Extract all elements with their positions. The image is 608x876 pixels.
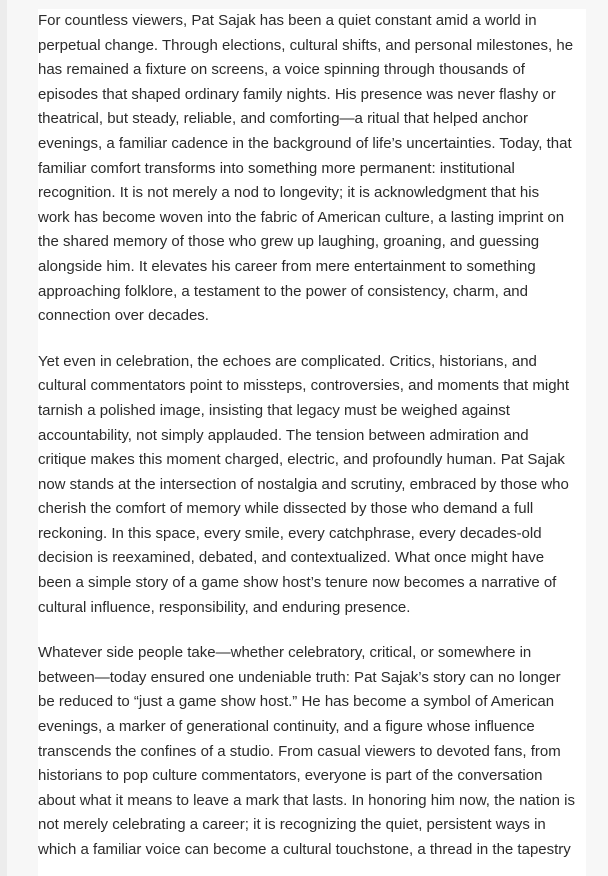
paragraph-1: [38, 9, 586, 329]
paragraph-line: work has become woven into the fabric of American culture, a lasting imprint on: [38, 208, 565, 226]
paragraph-line: accountability, not simply applauded. The tension between admiration and: [38, 426, 529, 444]
paragraph-line: cultural commentators point to missteps, controversies, and moments that might: [38, 377, 570, 395]
paragraph-line: connection over decades.: [38, 307, 209, 325]
paragraph-line: been a simple story of a game show host’s tenure now becomes a narrative of: [38, 574, 557, 592]
article-body: [38, 9, 586, 876]
paragraph-line: alongside him. It elevates his career from mere entertainment to something: [38, 257, 536, 275]
paragraph-line: Yet even in celebration, the echoes are complicated. Critics, historians, and: [38, 352, 537, 370]
paragraph-line: recognition. It is not merely a nod to longevity; it is acknowledgment that his: [38, 184, 540, 202]
paragraph-line: critique makes this moment charged, electric, and profoundly human. Pat Sajak: [38, 451, 565, 469]
paragraph-line: cherish the comfort of memory while dissected by those who demand a full: [38, 500, 534, 518]
left-margin-rule: [0, 0, 7, 876]
paragraph-line: familiar comfort transforms into something more permanent: institutional: [38, 159, 515, 177]
paragraph-line: Whatever side people take—whether celebratory, critical, or somewhere in: [38, 644, 532, 662]
paragraph-line: episodes that shaped ordinary family nights. His presence was never flashy or: [38, 85, 556, 103]
paragraph-line: now stands at the intersection of nostalgia and scrutiny, embraced by those who: [38, 475, 569, 493]
paragraph-line: not merely celebrating a career; it is recognizing the quiet, persistent ways in: [38, 816, 546, 834]
paragraph-line: cultural influence, responsibility, and enduring presence.: [38, 598, 411, 616]
paragraph-line: transcends the confines of a studio. From casual viewers to devoted fans, from: [38, 742, 561, 760]
paragraph-2: [38, 350, 586, 621]
paragraph-line: approaching folklore, a testament to the power of consistency, charm, and: [38, 282, 528, 300]
paragraph-line: decision is reexamined, debated, and contextualized. What once might have: [38, 549, 545, 567]
paragraph-line: has remained a fixture on screens, a voice spinning through thousands of: [38, 61, 525, 79]
paragraph-line: historians to pop culture commentators, everyone is part of the conversation: [38, 767, 543, 785]
paragraph-line: theatrical, but steady, reliable, and comforting—a ritual that helped anchor: [38, 110, 529, 128]
paragraph-line: be reduced to “just a game show host.” He has become a symbol of American: [38, 693, 555, 711]
paragraph-line: evenings, a marker of generational continuity, and a figure whose influence: [38, 718, 535, 736]
paragraph-line: For countless viewers, Pat Sajak has been a quiet constant amid a world in: [38, 12, 537, 29]
paragraph-line: between—today ensured one undeniable truth: Pat Sajak’s story can no longer: [38, 668, 561, 686]
paragraph-line: evenings, a familiar cadence in the background of life’s uncertainties. Today, that: [38, 134, 572, 152]
paragraph-line: reckoning. In this space, every smile, every catchphrase, every decades-old: [38, 524, 542, 542]
paragraph-3: [38, 641, 586, 862]
paragraph-line: which a familiar voice can become a cultural touchstone, a thread in the tapestry: [38, 841, 571, 858]
paragraph-line: tarnish a polished image, insisting that legacy must be weighed against: [38, 401, 510, 419]
paragraph-line: about what it means to leave a mark that lasts. In honoring him now, the nation is: [38, 791, 575, 809]
paragraph-line: perpetual change. Through elections, cultural shifts, and personal milestones, he: [38, 36, 574, 54]
paragraph-line: the shared memory of those who grew up laughing, groaning, and guessing: [38, 233, 540, 251]
